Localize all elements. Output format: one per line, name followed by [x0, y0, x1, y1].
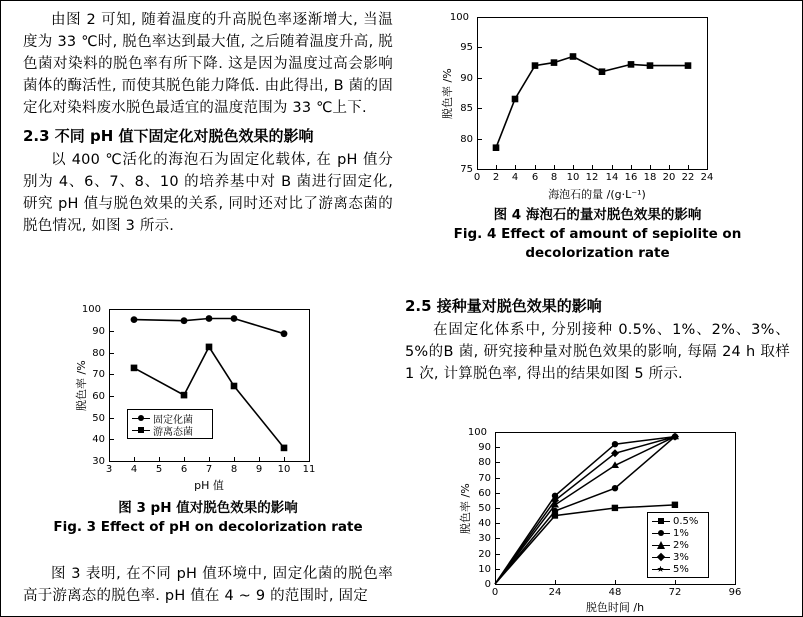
- fig4-x-axis-title: 海泡石的量 /(g·L⁻¹): [548, 188, 646, 201]
- fig5-ytick-80: 80: [478, 457, 491, 468]
- fig4-xtick-0: 0: [473, 172, 481, 183]
- fig4-ytick-85: 85: [460, 103, 473, 114]
- figure-5-chart: [451, 426, 781, 614]
- diamond-marker-icon: [652, 552, 670, 562]
- paragraph-ph-method: 以 400 ℃活化的海泡石为固定化载体, 在 pH 值分别为 4、6、7、8、10 的培养基中对 B 菌进行固定化, 研究 pH 值与脱色效果的关系, 同时还对比了游离态菌的脱色情况, 如图 3 所示.: [23, 152, 393, 234]
- fig3-y-axis-title: 脱色率 /%: [75, 360, 88, 411]
- fig3-xtick-7: 7: [205, 464, 213, 475]
- fig3-legend-label-0: 固定化菌: [153, 414, 193, 426]
- fig4-ytick-80: 80: [460, 134, 473, 145]
- star-marker-icon: [652, 564, 670, 574]
- fig5-ytick-60: 60: [478, 488, 491, 499]
- right-column-text: [405, 289, 790, 387]
- figure-4-caption: [405, 206, 790, 263]
- circle-marker-icon: [132, 413, 150, 423]
- paragraph-inoculum: 在固定化体系中, 分别接种 0.5%、1%、2%、3%、5%的B 菌, 研究接种量对脱色效果的影响, 每隔 24 h 取样 1 次, 计算脱色率, 得出的结果如图 5 所示.: [405, 322, 790, 382]
- fig5-legend-item-4: [652, 563, 704, 575]
- fig4-y-axis-title: 脱色率 /%: [441, 68, 454, 119]
- fig4-caption-en-2: decolorization rate: [525, 245, 670, 261]
- fig3-ytick-50: 50: [92, 413, 105, 424]
- fig3-caption-cn: 图 3 pH 值对脱色效果的影响: [118, 500, 298, 516]
- fig5-legend-label-0: 0.5%: [673, 515, 699, 527]
- fig5-legend-label-1: 1%: [673, 527, 689, 539]
- fig4-xtick-2: 2: [492, 172, 500, 183]
- fig3-xtick-5: 5: [155, 464, 163, 475]
- fig4-xtick-20: 20: [662, 172, 676, 183]
- fig4-xtick-14: 14: [605, 172, 619, 183]
- fig4-xtick-18: 18: [643, 172, 657, 183]
- left-column-bottom: [23, 563, 393, 609]
- fig3-plot-svg: [61, 301, 321, 491]
- square-marker-icon: [652, 516, 670, 526]
- fig4-xtick-6: 6: [531, 172, 539, 183]
- fig5-legend: [647, 512, 709, 578]
- fig5-xtick-72: 72: [668, 587, 682, 598]
- paragraph-temperature: 由图 2 可知, 随着温度的升高脱色率逐渐增大, 当温度为 33 ℃时, 脱色率达到最大值, 之后随着温度升高, 脱色菌对染料的脱色率有所下降. 这是因为温度过高会影响菌体的酶活性, 而使其脱色能力降低. 由此得出, B 菌的固定化对染料废水脱色最适宜的温度范围为 33 ℃上下.: [23, 12, 393, 116]
- fig3-xtick-8: 8: [230, 464, 238, 475]
- fig5-legend-item-2: [652, 539, 704, 551]
- fig3-caption-en: Fig. 3 Effect of pH on decolorization rate: [53, 519, 363, 535]
- fig5-legend-label-4: 5%: [673, 563, 689, 575]
- left-column: [23, 9, 393, 239]
- fig3-legend: [127, 409, 213, 439]
- fig5-x-axis-title: 脱色时间 /h: [585, 601, 645, 614]
- fig4-caption-cn: 图 4 海泡石的量对脱色效果的影响: [493, 207, 702, 223]
- triangle-marker-icon: [652, 540, 670, 550]
- fig4-caption-en-1: Fig. 4 Effect of amount of sepiolite on: [453, 226, 742, 242]
- fig5-xtick-0: 0: [491, 587, 499, 598]
- fig3-xtick-10: 10: [277, 464, 291, 475]
- fig3-ytick-60: 60: [92, 391, 105, 402]
- fig3-ytick-40: 40: [92, 434, 105, 445]
- fig4-xtick-12: 12: [585, 172, 599, 183]
- fig5-legend-item-0: [652, 515, 704, 527]
- fig3-legend-label-1: 游离态菌: [153, 426, 193, 438]
- fig4-plot-svg: [431, 9, 731, 209]
- fig3-ytick-100: 100: [81, 304, 101, 315]
- fig4-ytick-100: 100: [449, 12, 469, 23]
- fig5-legend-label-3: 3%: [673, 551, 689, 563]
- fig5-plot-svg: [451, 426, 781, 611]
- fig4-ytick-90: 90: [460, 73, 473, 84]
- fig5-legend-item-3: [652, 551, 704, 563]
- fig5-legend-label-2: 2%: [673, 539, 689, 551]
- fig5-xtick-24: 24: [548, 587, 562, 598]
- fig3-ytick-30: 30: [92, 456, 105, 467]
- fig5-ytick-10: 10: [478, 564, 491, 575]
- section-heading-2-3: 2.3 不同 pH 值下固定化对脱色效果的影响: [23, 127, 314, 145]
- fig5-ytick-20: 20: [478, 549, 491, 560]
- fig4-xtick-4: 4: [511, 172, 519, 183]
- fig5-xtick-48: 48: [608, 587, 622, 598]
- square-marker-icon: [132, 425, 150, 435]
- fig3-xtick-6: 6: [180, 464, 188, 475]
- fig4-xtick-10: 10: [566, 172, 580, 183]
- fig5-ytick-100: 100: [467, 427, 487, 438]
- fig5-ytick-30: 30: [478, 533, 491, 544]
- fig3-legend-item-1: [132, 424, 208, 436]
- fig3-xtick-3: 3: [105, 464, 113, 475]
- fig4-xtick-8: 8: [550, 172, 558, 183]
- fig5-legend-item-1: [652, 527, 704, 539]
- fig5-ytick-0: 0: [484, 579, 491, 590]
- fig4-xtick-24: 24: [700, 172, 714, 183]
- circle-marker-icon: [652, 528, 670, 538]
- fig5-ytick-90: 90: [478, 442, 491, 453]
- section-heading-2-5: 2.5 接种量对脱色效果的影响: [405, 297, 602, 315]
- fig4-ytick-75: 75: [460, 164, 473, 175]
- fig5-ytick-70: 70: [478, 473, 491, 484]
- fig5-ytick-40: 40: [478, 518, 491, 529]
- fig4-ytick-95: 95: [460, 42, 473, 53]
- fig3-ytick-90: 90: [92, 326, 105, 337]
- fig4-xtick-16: 16: [624, 172, 638, 183]
- fig5-y-axis-title: 脱色率 /%: [459, 483, 472, 534]
- fig5-ytick-50: 50: [478, 503, 491, 514]
- fig3-ytick-70: 70: [92, 369, 105, 380]
- fig3-xtick-11: 11: [302, 464, 316, 475]
- fig3-xtick-9: 9: [255, 464, 263, 475]
- fig4-xtick-22: 22: [681, 172, 695, 183]
- figure-4-chart: [431, 9, 731, 209]
- fig3-x-axis-title: pH 值: [194, 479, 224, 492]
- fig5-xtick-96: 96: [728, 587, 742, 598]
- figure-3-chart: [61, 301, 321, 491]
- fig3-ytick-80: 80: [92, 348, 105, 359]
- figure-3-caption: [23, 499, 393, 537]
- paragraph-ph-result: 图 3 表明, 在不同 pH 值环境中, 固定化菌的脱色率高于游离态的脱色率. pH 值在 4 ~ 9 的范围时, 固定: [23, 566, 393, 604]
- fig3-xtick-4: 4: [130, 464, 138, 475]
